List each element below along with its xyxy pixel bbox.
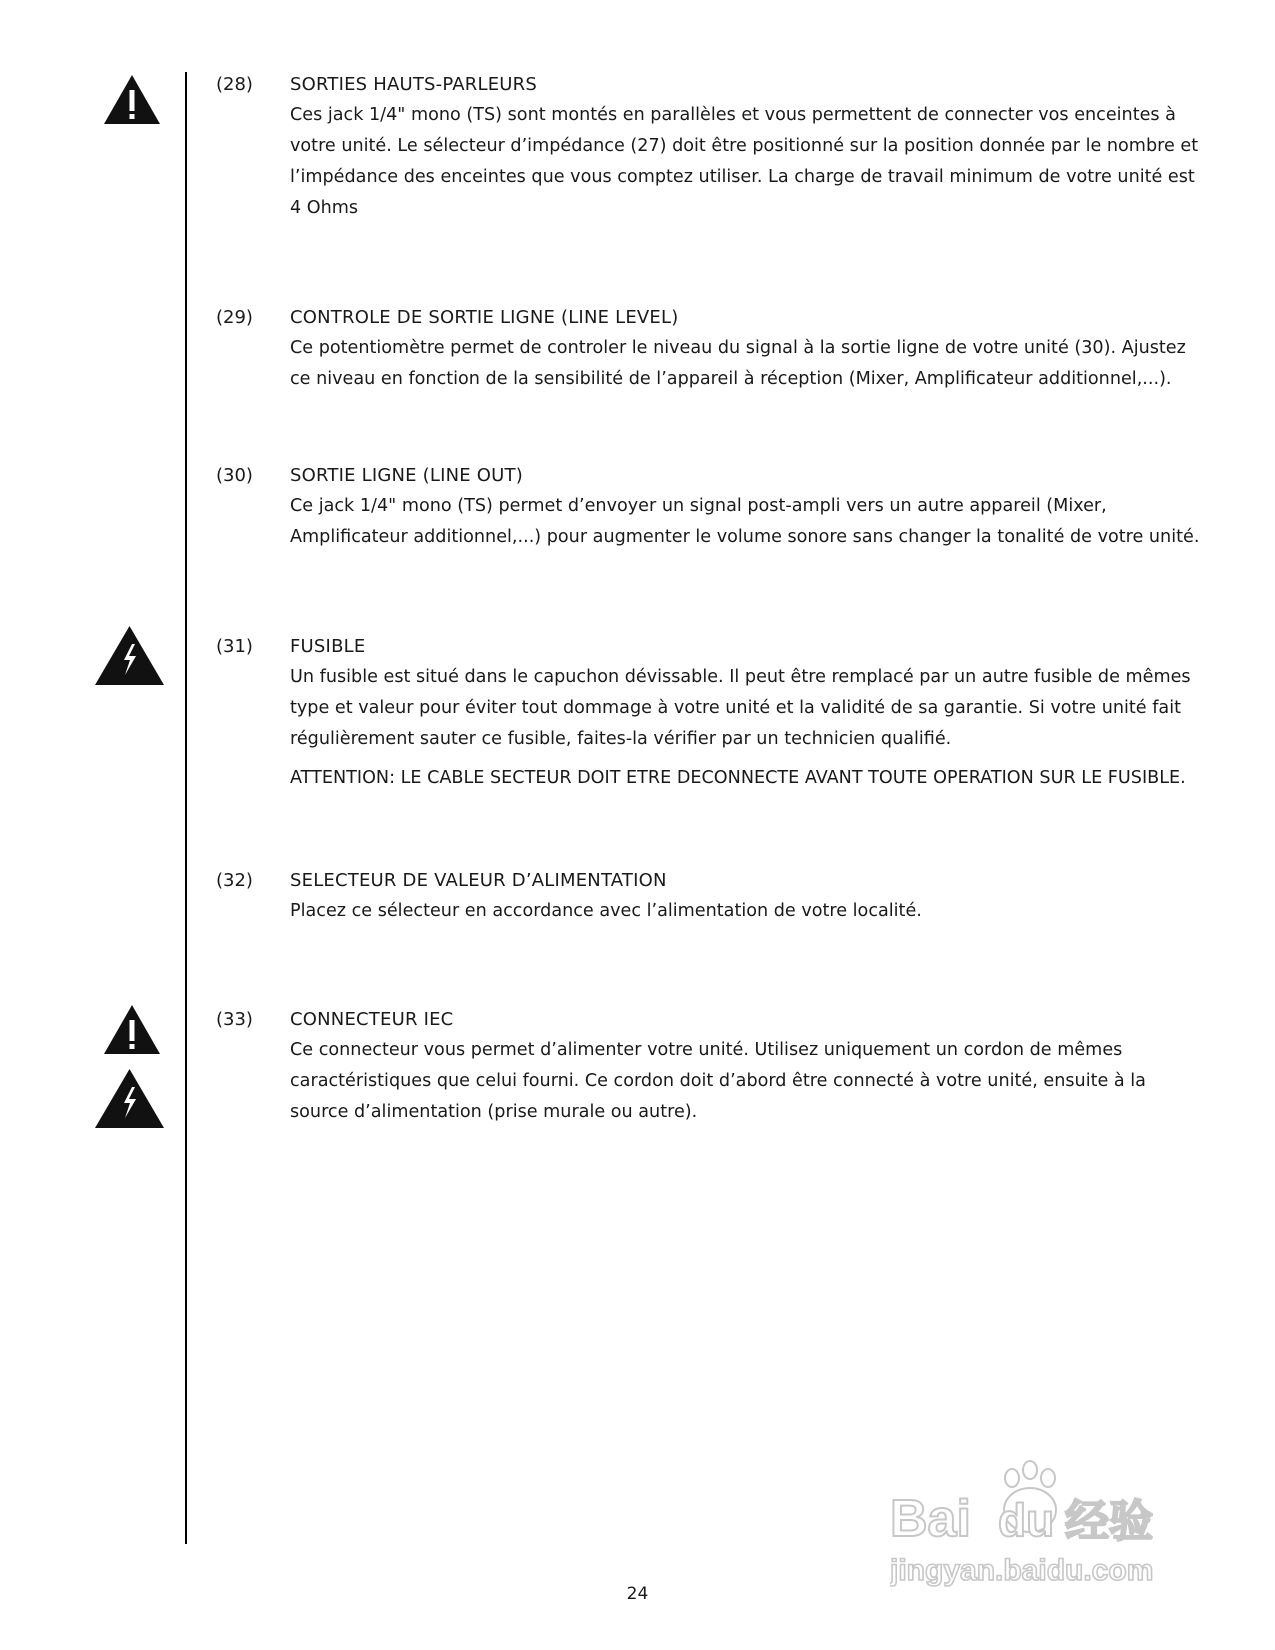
- baidu-watermark: [890, 1448, 1205, 1588]
- section-text: Ce potentiomètre permet de controler le niveau du signal à la sortie ligne de votre unité (30). Ajustez ce niveau en fonction de la sensibilité de l’appareil à réception (Mixer, Amplificateur additionnel,...).: [290, 338, 1186, 389]
- section-title: CONTROLE DE SORTIE LIGNE (LINE LEVEL): [290, 307, 679, 328]
- section-31: [216, 631, 1201, 794]
- margin-rule: [185, 72, 187, 1544]
- section-29: [216, 302, 1201, 395]
- section-30: [216, 460, 1201, 553]
- watermark-text: 经验: [1065, 1496, 1153, 1547]
- section-text: Ce connecteur vous permet d’alimenter votre unité. Utilisez uniquement un cordon de mêmes caractéristiques que celui fourni. Ce cordon doit d’abord être connecté à votre unité, ensuite à la source d’alimentation (prise murale ou autre).: [290, 1040, 1146, 1122]
- section-text: Ces jack 1/4" mono (TS) sont montés en parallèles et vous permettent de connecter vos enceintes à votre unité. Le sélecteur d’impédance (27) doit être positionné sur la position donnée par le nombre et l’impédance des enceintes que vous comptez utiliser. La charge de travail minimum de votre unité est 4 Ohms: [290, 105, 1199, 218]
- section-number: (33): [216, 1009, 253, 1030]
- lightning-warning-icon: [94, 1068, 165, 1129]
- section-text: Un fusible est situé dans le capuchon dévissable. Il peut être remplacé par un autre fusible de mêmes type et valeur pour éviter tout dommage à votre unité et la validité de sa garantie. Si votre unité fait régulièrement sauter ce fusible, faites-la vérifier par un technicien qualifié.: [290, 667, 1191, 749]
- section-number: (30): [216, 465, 253, 486]
- lightning-warning-icon: [94, 625, 165, 686]
- watermark-text: du: [998, 1494, 1055, 1546]
- exclamation-warning-icon: [103, 1004, 161, 1055]
- watermark-url: jingyan.baidu.com: [890, 1554, 1154, 1587]
- section-text: Ce jack 1/4" mono (TS) permet d’envoyer un signal post-ampli vers un autre appareil (Mixer, Amplificateur additionnel,...) pour augmenter le volume sonore sans changer la tonalité de votre unité.: [290, 496, 1200, 547]
- section-28: [216, 69, 1201, 224]
- watermark-text: Bai: [890, 1490, 971, 1548]
- section-number: (29): [216, 307, 253, 328]
- section-title: SELECTEUR DE VALEUR D’ALIMENTATION: [290, 870, 667, 891]
- section-number: (28): [216, 74, 253, 95]
- section-title: SORTIE LIGNE (LINE OUT): [290, 465, 523, 486]
- section-title: FUSIBLE: [290, 636, 366, 657]
- section-text: Placez ce sélecteur en accordance avec l’alimentation de votre localité.: [290, 901, 922, 921]
- section-number: (32): [216, 870, 253, 891]
- section-33: [216, 1004, 1201, 1128]
- section-number: (31): [216, 636, 253, 657]
- page-number: 24: [626, 1584, 649, 1604]
- fuse-warning-note: ATTENTION: LE CABLE SECTEUR DOIT ETRE DECONNECTE AVANT TOUTE OPERATION SUR LE FUSIBLE.: [290, 768, 1186, 788]
- section-32: [216, 865, 1201, 927]
- section-title: CONNECTEUR IEC: [290, 1009, 454, 1030]
- exclamation-warning-icon: [103, 74, 161, 125]
- section-title: SORTIES HAUTS-PARLEURS: [290, 74, 537, 95]
